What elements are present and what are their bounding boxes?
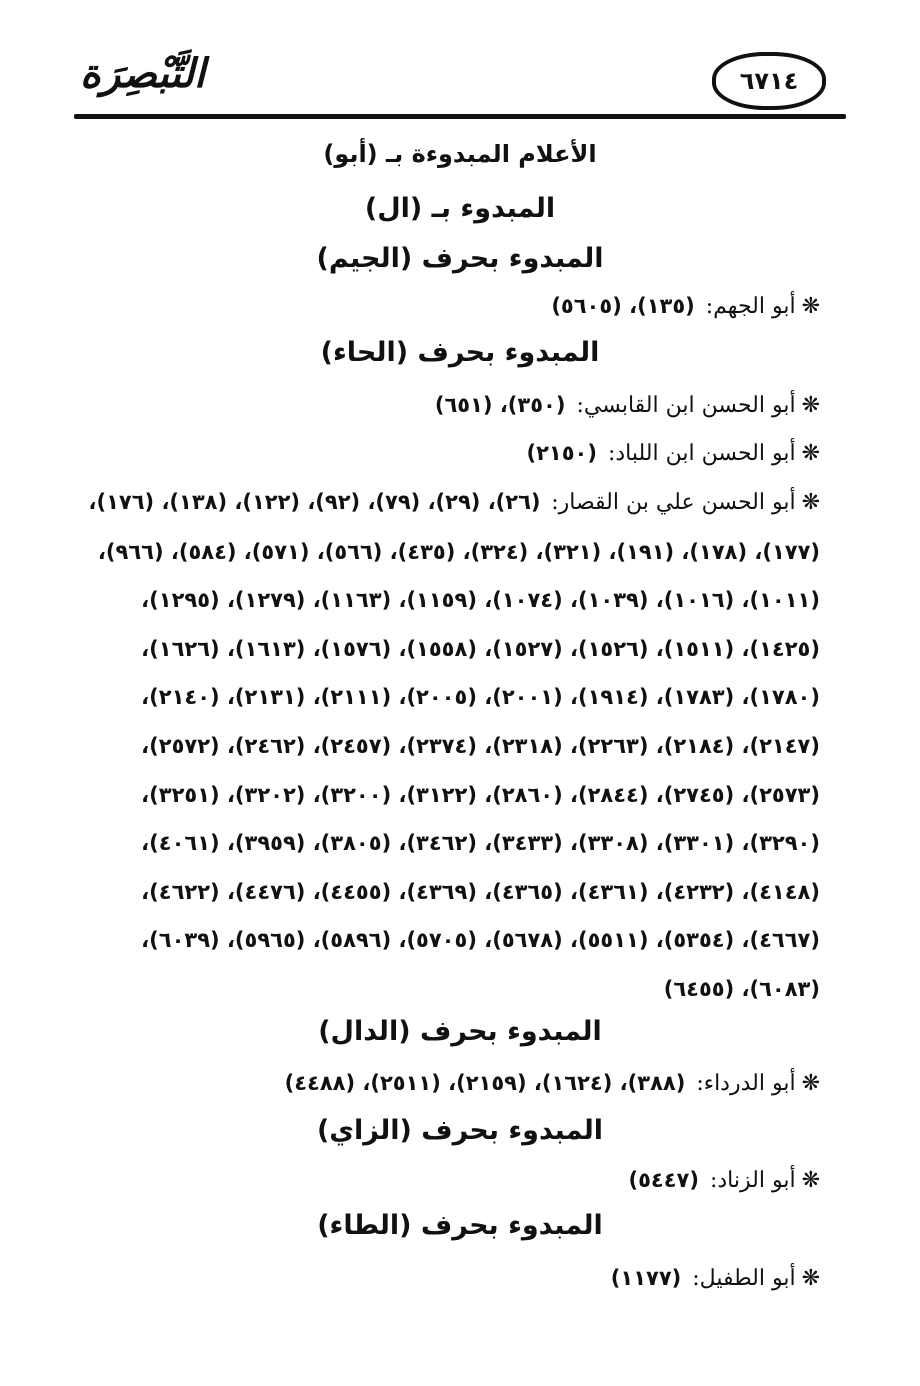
entry-abu-al-jahm: [75, 281, 820, 332]
text-line: (١٠١١)، (١٠١٦)، (١٠٣٩)، (١٠٧٤)، (١١٥٩)، (١١٦٣)، (١٢٧٩)، (١٢٩٥)،: [141, 588, 820, 613]
entry-references: (٢٦)، (٢٩)، (٧٩)، (٩٢)، (١٢٢)، (١٣٨)، (١٧٦)،: [88, 490, 541, 514]
text-line: (٣٢٩٠)، (٣٣٠١)، (٣٣٠٨)، (٣٤٣٣)، (٣٤٦٢)، (٣٨٠٥)، (٣٩٥٩)، (٤٠٦١)،: [141, 831, 820, 856]
text-line: (٦٠٨٣)، (٦٤٥٥): [663, 976, 820, 1001]
asterisk-icon: ❋: [801, 294, 820, 319]
asterisk-icon: ❋: [801, 1071, 820, 1096]
entry-label: أبو الدرداء:: [696, 1071, 796, 1096]
entry-references: (٣٥٠)، (٦٥١): [434, 393, 566, 417]
entry-label: أبو الجهم:: [705, 294, 796, 319]
text-line: (١٤٢٥)، (١٥١١)، (١٥٢٦)، (١٥٢٧)، (١٥٥٨)، (١٥٧٦)، (١٦١٣)، (١٦٢٦)،: [141, 636, 820, 661]
entry-label: أبو الزناد:: [709, 1168, 796, 1193]
entry-ibn-al-labbad: [75, 428, 820, 479]
text-line: (١٧٧)، (١٧٨)، (١٩١)، (٣٢١)، (٣٢٤)، (٤٣٥)، (٥٦٦)، (٥٧١)، (٥٨٤)، (٩٦٦)،: [97, 539, 820, 564]
entry-references: (٥٤٤٧): [628, 1168, 699, 1192]
text-line: [75, 478, 820, 528]
asterisk-icon: ❋: [801, 1266, 820, 1291]
entry-ibn-al-qabisi: [75, 380, 820, 431]
text-line: (٢١٤٧)، (٢١٨٤)، (٢٢٦٣)، (٢٣١٨)، (٢٣٧٤)، (٢٤٥٧)، (٢٤٦٢)، (٢٥٧٢)،: [141, 733, 820, 758]
entry-abu-al-darda: [75, 1058, 820, 1109]
asterisk-icon: ❋: [801, 1168, 820, 1193]
entry-references: (١١٧٧): [610, 1266, 682, 1290]
book-title: التَّبْصِرَة: [80, 50, 206, 97]
entry-references: (١٣٥)، (٥٦٠٥): [551, 294, 695, 318]
subheading-ta: المبدوء بحرف (الطاء): [317, 1210, 603, 1241]
entry-abu-al-tufayl: [75, 1253, 820, 1304]
entry-references: (٣٨٨)، (١٦٢٤)، (٢١٥٩)، (٢٥١١)، (٤٤٨٨): [284, 1071, 686, 1095]
subheading-alif-lam: المبدوء بـ (ال): [364, 193, 556, 224]
asterisk-icon: ❋: [801, 441, 820, 466]
text-line: (٢٥٧٣)، (٢٧٤٥)، (٢٨٤٤)، (٢٨٦٠)، (٣١٢٢)، (٣٢٠٠)، (٣٢٠٢)، (٣٢٥١)،: [141, 782, 820, 807]
asterisk-icon: ❋: [801, 490, 820, 515]
entry-abu-al-zinad: [75, 1155, 820, 1206]
entry-label: أبو الحسن ابن القابسي:: [576, 393, 796, 418]
asterisk-icon: ❋: [801, 393, 820, 418]
entry-ibn-al-qassar: [75, 478, 820, 1014]
section-main-heading: الأعلام المبدوءة بـ (أبو): [323, 140, 597, 168]
page-number: ٦٧١٤: [712, 52, 826, 110]
page-header: [74, 42, 846, 122]
subheading-ha: المبدوء بحرف (الحاء): [320, 337, 600, 368]
subheading-jim: المبدوء بحرف (الجيم): [316, 243, 604, 274]
entry-label: أبو الحسن ابن اللباد:: [607, 441, 796, 466]
entry-label: أبو الطفيل:: [692, 1266, 796, 1291]
subheading-zay: المبدوء بحرف (الزاي): [316, 1115, 604, 1146]
header-rule: [74, 114, 846, 119]
text-line: (٤١٤٨)، (٤٢٣٢)، (٤٣٦١)، (٤٣٦٥)، (٤٣٦٩)، (٤٤٥٥)، (٤٤٧٦)، (٤٦٢٢)،: [141, 879, 820, 904]
entry-references: (٢١٥٠): [526, 441, 597, 465]
subheading-dal: المبدوء بحرف (الدال): [318, 1016, 602, 1047]
entry-label: أبو الحسن علي بن القصار:: [551, 490, 796, 515]
text-line: (١٧٨٠)، (١٧٨٣)، (١٩١٤)، (٢٠٠١)، (٢٠٠٥)، (٢١١١)، (٢١٣١)، (٢١٤٠)،: [141, 685, 820, 710]
text-line: (٤٦٦٧)، (٥٣٥٤)، (٥٥١١)، (٥٦٧٨)، (٥٧٠٥)، (٥٨٩٦)، (٥٩٦٥)، (٦٠٣٩)،: [141, 928, 820, 953]
